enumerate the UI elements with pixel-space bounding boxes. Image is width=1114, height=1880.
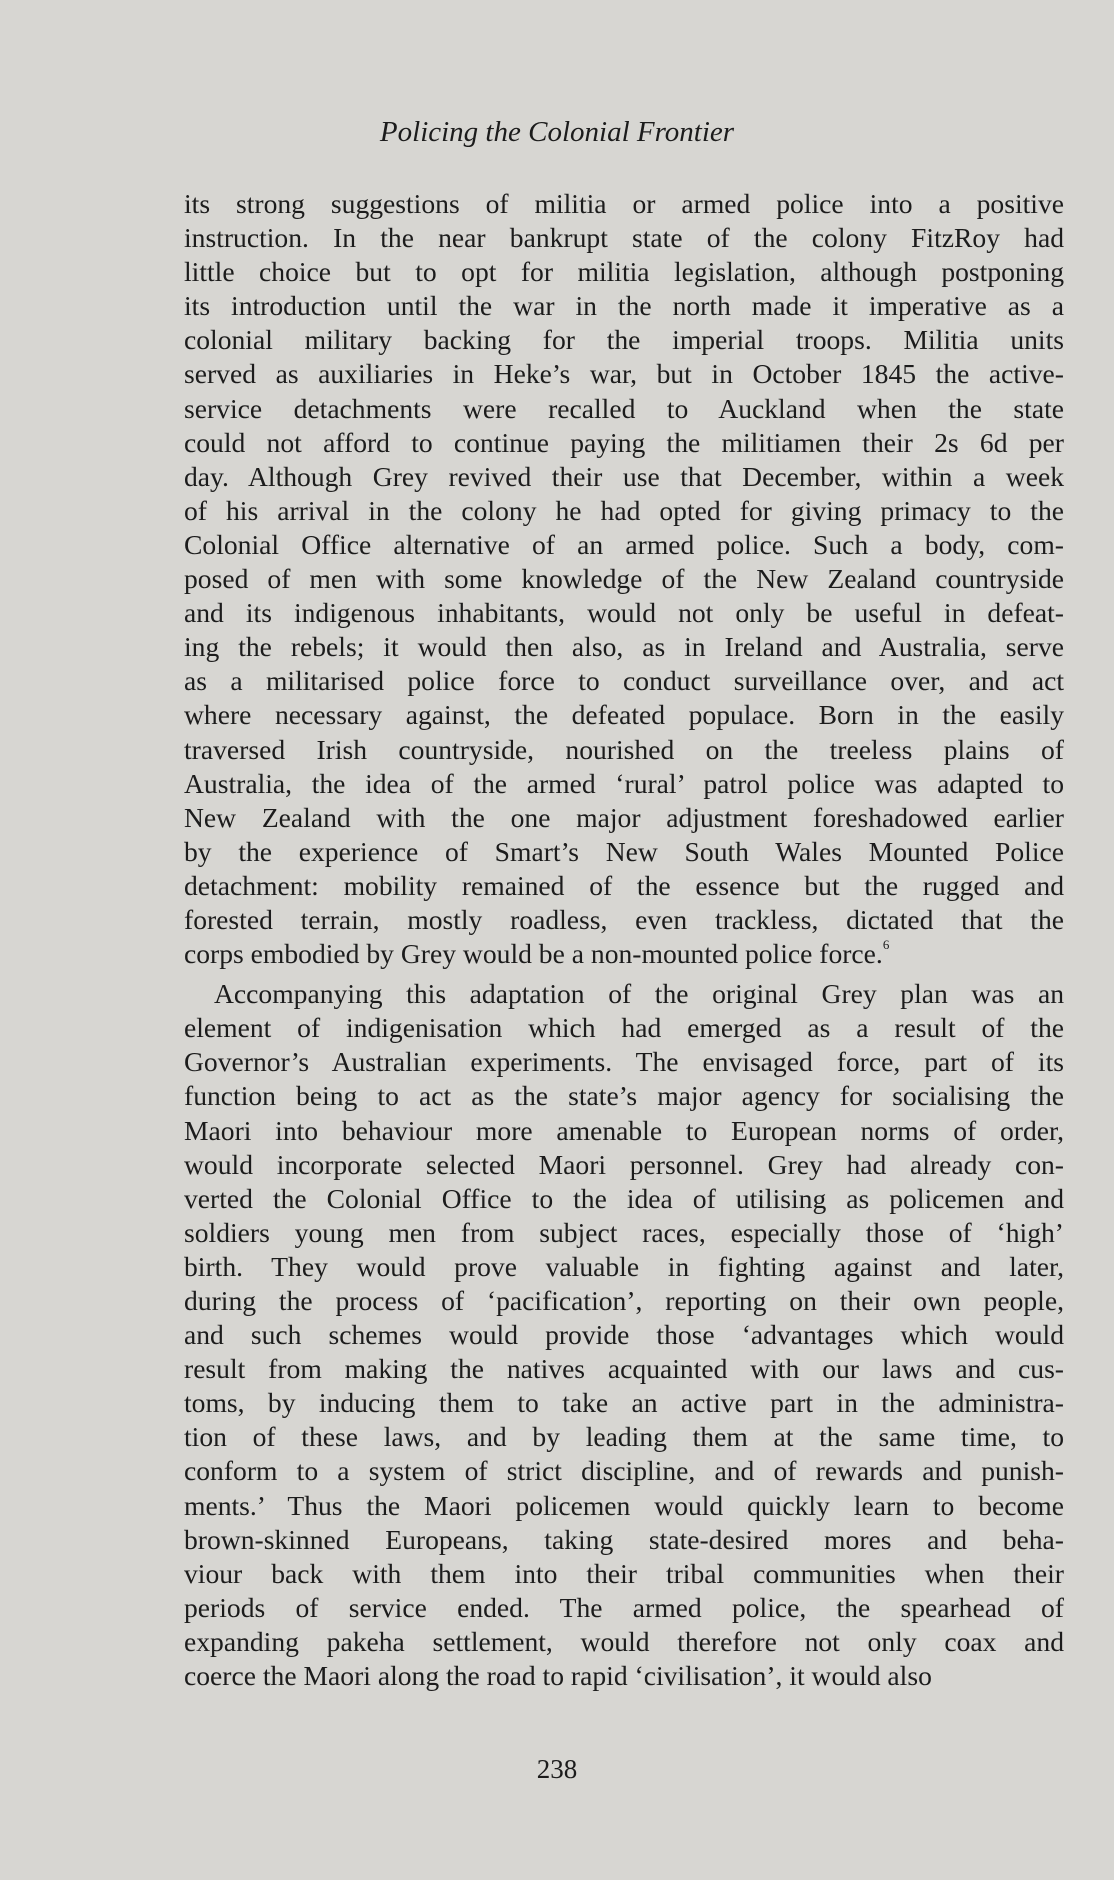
- text-line: element of indigenisation which had emerged as a result of the: [184, 1012, 1064, 1044]
- text-line: would incorporate selected Maori personnel. Grey had already con-: [184, 1148, 1064, 1180]
- text-line: during the process of ‘pacification’, reporting on their own people,: [184, 1285, 1064, 1316]
- text-line: birth. They would prove valuable in fighting against and later,: [184, 1250, 1064, 1282]
- text-line: Australia, the idea of the armed ‘rural’ patrol police was adapted to: [184, 767, 1064, 799]
- body-text: [184, 187, 1064, 1693]
- text-line: brown-skinned Europeans, taking state-desired mores and beha-: [184, 1523, 1064, 1555]
- text-line: verted the Colonial Office to the idea of utilising as policemen and: [184, 1182, 1064, 1214]
- text-line: coerce the Maori along the road to rapid ‘civilisation’, it would also: [184, 1660, 932, 1692]
- text-line: and its indigenous inhabitants, would not only be useful in defeat-: [184, 597, 1064, 629]
- text-line: of his arrival in the colony he had opted for giving primacy to the: [184, 494, 1064, 526]
- text-line: Accompanying this adaptation of the original Grey plan was an: [214, 978, 1064, 1010]
- text-line: ments.’ Thus the Maori policemen would quickly learn to become: [184, 1489, 1064, 1521]
- text-line: soldiers young men from subject races, especially those of ‘high’: [184, 1216, 1064, 1248]
- text-line: corps embodied by Grey would be a non-mounted police force.$^6$: [184, 937, 890, 970]
- text-line: Maori into behaviour more amenable to European norms of order,: [184, 1114, 1064, 1146]
- text-line: service detachments were recalled to Auckland when the state: [184, 392, 1064, 424]
- running-head-title: Policing the Colonial Frontier: [379, 116, 735, 148]
- text-line: day. Although Grey revived their use that December, within a week: [184, 460, 1064, 492]
- text-line: posed of men with some knowledge of the New Zealand countryside: [184, 563, 1064, 595]
- footnote-marker: 6: [882, 937, 890, 953]
- text-line: viour back with them into their tribal communities when their: [184, 1557, 1064, 1589]
- text-line: Governor’s Australian experiments. The envisaged force, part of its: [184, 1046, 1064, 1078]
- text-line: detachment: mobility remained of the essence but the rugged and: [184, 869, 1064, 901]
- text-line: tion of these laws, and by leading them at the same time, to: [184, 1421, 1064, 1453]
- text-line: conform to a system of strict discipline, and of rewards and punish-: [184, 1455, 1064, 1487]
- text-line: Colonial Office alternative of an armed police. Such a body, com-: [184, 528, 1064, 560]
- text-line: toms, by inducing them to take an active part in the administra-: [184, 1387, 1064, 1419]
- text-line: colonial military backing for the imperial troops. Militia units: [184, 324, 1064, 356]
- text-line: little choice but to opt for militia legislation, although postponing: [184, 256, 1064, 288]
- text-line: forested terrain, mostly roadless, even trackless, dictated that the: [184, 903, 1064, 935]
- text-line: and such schemes would provide those ‘advantages which would: [184, 1319, 1064, 1351]
- text-line: function being to act as the state’s major agency for socialising the: [184, 1080, 1064, 1112]
- text-line: its introduction until the war in the north made it imperative as a: [184, 290, 1064, 322]
- paragraph: [184, 977, 1064, 1693]
- text-line: its strong suggestions of militia or armed police into a positive: [184, 188, 1064, 219]
- text-line: result from making the natives acquainted with our laws and cus-: [184, 1353, 1064, 1385]
- text-line: traversed Irish countryside, nourished on the treeless plains of: [184, 733, 1064, 765]
- text-line: by the experience of Smart’s New South Wales Mounted Police: [184, 835, 1064, 867]
- text-line: periods of service ended. The armed police, the spearhead of: [184, 1591, 1064, 1623]
- page-number: 238: [536, 1754, 578, 1784]
- text-line: where necessary against, the defeated populace. Born in the easily: [184, 699, 1064, 731]
- text-line: could not afford to continue paying the militiamen their 2s 6d per: [184, 426, 1064, 458]
- text-line: as a militarised police force to conduct surveillance over, and act: [184, 665, 1064, 697]
- text-line: expanding pakeha settlement, would therefore not only coax and: [184, 1625, 1064, 1657]
- paragraph: [184, 187, 1064, 971]
- text-line: New Zealand with the one major adjustment foreshadowed earlier: [184, 801, 1064, 833]
- text-line: served as auxiliaries in Heke’s war, but in October 1845 the active-: [184, 358, 1064, 390]
- text-line: ing the rebels; it would then also, as in Ireland and Australia, serve: [184, 631, 1064, 663]
- text-line: instruction. In the near bankrupt state of the colony FitzRoy had: [184, 222, 1064, 254]
